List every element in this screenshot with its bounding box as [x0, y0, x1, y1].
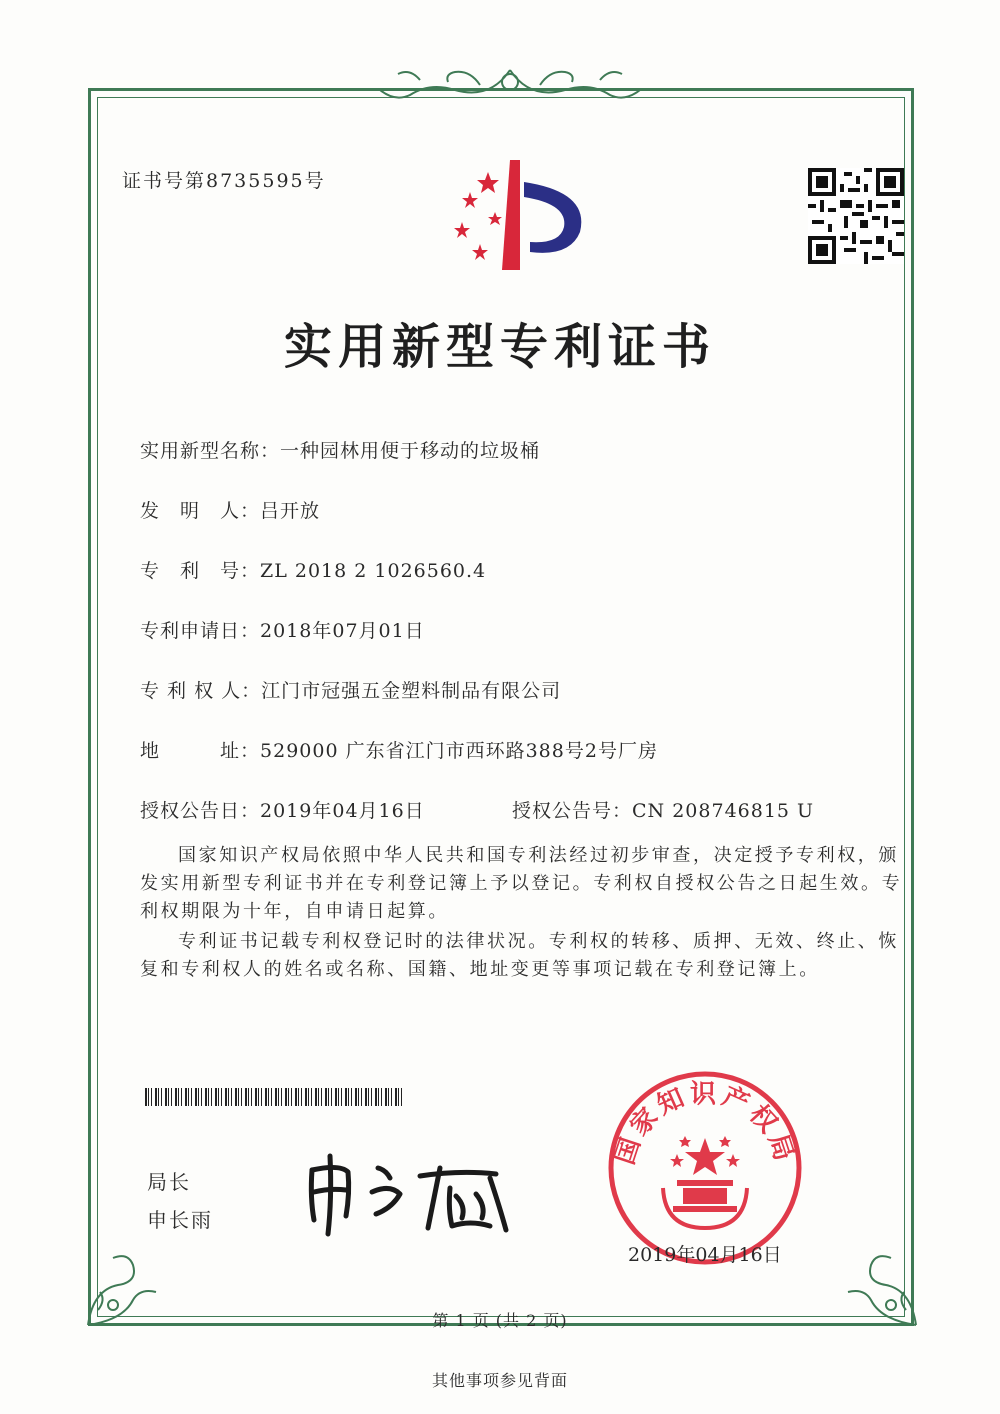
field-value: 529000 广东省江门市西环路388号2号厂房 — [260, 740, 658, 762]
back-note: 其他事项参见背面 — [431, 1371, 568, 1390]
field-value: 吕开放 — [260, 500, 321, 522]
seal-date: 2019年04月16日 — [628, 1244, 782, 1266]
field-inventor — [140, 496, 320, 523]
field-value: 2018年07月01日 — [260, 620, 425, 642]
certificate-number: 证书号第8735595号 — [122, 170, 326, 192]
signatory-name: 申长雨 — [147, 1208, 213, 1232]
signatory-title: 局长 — [147, 1170, 191, 1194]
field-value: ZL 2018 2 1026560.4 — [260, 560, 487, 582]
field-grant-date — [140, 796, 425, 823]
field-announcement-number — [512, 796, 814, 823]
patent-office-logo — [440, 152, 590, 277]
field-value: CN 208746815 U — [632, 800, 815, 822]
field-label: 专利申请日： — [140, 620, 261, 642]
field-address — [140, 736, 658, 763]
field-utility-model-name — [140, 436, 540, 463]
certificate-title: 实用新型专利证书 — [283, 319, 716, 375]
handwritten-signature — [300, 1148, 520, 1238]
field-value: 江门市冠强五金塑料制品有限公司 — [261, 680, 562, 702]
body-paragraph: 国家知识产权局依照中华人民共和国专利法经过初步审查，决定授予专利权，颁发实用新型专利证书并在专利登记簿上予以登记。专利权自授权公告之日起生效。专利权期限为十年，自申请日起算。 — [140, 845, 903, 922]
field-patentee — [140, 676, 561, 703]
field-label: 授权公告日： — [140, 800, 261, 822]
field-label: 专 利 权 人： — [140, 680, 262, 702]
field-label: 授权公告号： — [512, 800, 633, 822]
body-paragraph: 专利证书记载专利权登记时的法律状况。专利权的转移、质押、无效、终止、恢复和专利权人的姓名或名称、国籍、地址变更等事项记载在专利登记簿上。 — [140, 931, 899, 980]
official-seal — [605, 1068, 805, 1268]
page-number: 第 1 页 (共 2 页) — [432, 1311, 568, 1330]
barcode — [145, 1088, 405, 1106]
qr-code — [808, 168, 904, 264]
field-label: 发 明 人： — [140, 500, 261, 522]
field-label: 地 址： — [140, 740, 261, 762]
seal-text: 国家知识产权局 — [610, 1079, 800, 1169]
field-value: 2019年04月16日 — [260, 800, 425, 822]
field-label: 实用新型名称： — [140, 440, 281, 462]
field-label: 专 利 号： — [140, 560, 261, 582]
top-ornament — [360, 60, 660, 110]
field-patent-number — [140, 556, 486, 583]
field-value: 一种园林用便于移动的垃圾桶 — [280, 440, 541, 462]
field-application-date — [140, 616, 425, 643]
